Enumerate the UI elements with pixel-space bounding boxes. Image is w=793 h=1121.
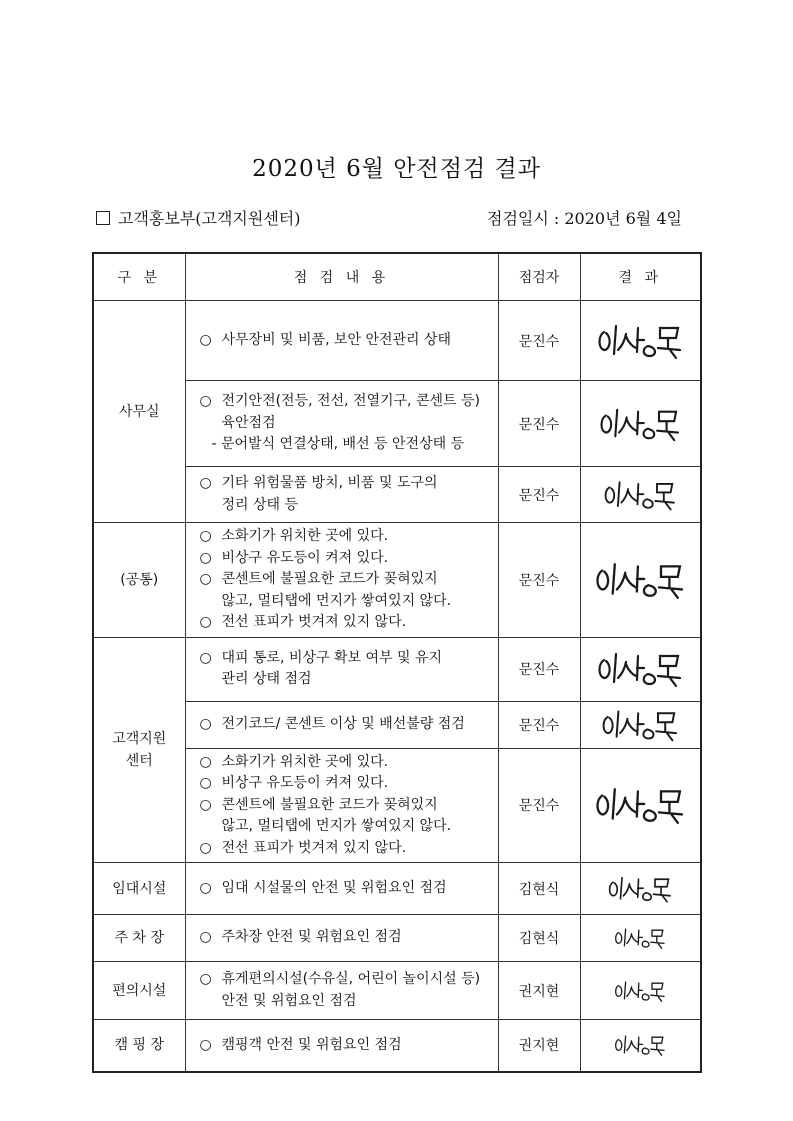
inspection-item-text: 정리 상태 등 <box>221 496 299 513</box>
department-name: 고객홍보부(고객지원센터) <box>118 209 301 228</box>
header-inspector: 점검자 <box>498 253 580 301</box>
inspection-content-cell <box>185 301 498 381</box>
inspector-cell: 권지현 <box>498 962 580 1020</box>
inspector-cell: 권지현 <box>498 1020 580 1072</box>
inspection-item <box>200 391 490 413</box>
category-label: 임대시설 <box>112 880 167 897</box>
bullet-circle-icon: ○ <box>199 715 212 732</box>
signature-cell <box>580 962 701 1020</box>
inspection-item-text: 캠핑객 안전 및 위험요인 점검 <box>221 1036 402 1053</box>
signature-mark <box>590 401 690 447</box>
inspection-item <box>200 927 490 949</box>
inspection-item-text: 안전 및 위험요인 점검 <box>221 992 357 1009</box>
inspection-content-cell <box>185 915 498 962</box>
table-body <box>93 301 701 1072</box>
bullet-circle-icon: ○ <box>199 393 212 410</box>
bullet-circle-icon: ○ <box>199 839 212 856</box>
inspection-item-text: 육안점검 <box>221 414 276 431</box>
category-cell <box>93 962 185 1020</box>
signature-cell <box>580 523 701 638</box>
table-row <box>93 863 701 915</box>
header-result: 결 과 <box>580 253 701 301</box>
inspection-item <box>200 526 490 548</box>
category-cell <box>93 523 185 638</box>
signature-mark <box>590 318 690 364</box>
inspection-item-text: 전선 표피가 벗겨져 있지 않다. <box>221 839 407 856</box>
inspection-item-text: 관리 상태 점검 <box>221 671 312 687</box>
inspection-item-text: 비상구 유도등이 켜져 있다. <box>221 775 389 791</box>
bullet-circle-icon: ○ <box>199 571 212 587</box>
inspection-item <box>200 434 490 456</box>
inspection-item-text: 문어발식 연결상태, 배선 등 안전상태 등 <box>221 436 465 453</box>
inspection-item-text: 콘센트에 불필요한 코드가 꽂혀있지 <box>221 571 438 587</box>
inspection-item <box>200 548 490 570</box>
signature-mark <box>590 702 690 748</box>
category-cell <box>93 301 185 523</box>
inspection-item-text: 않고, 멀티탭에 먼지가 쌓여있지 않다. <box>221 818 452 834</box>
inspection-item-text: 기타 위험물품 방치, 비품 및 도구의 <box>221 475 438 491</box>
inspection-content-cell <box>185 863 498 915</box>
inspector-cell: 문진수 <box>498 748 580 863</box>
bullet-circle-icon: ○ <box>199 1036 212 1053</box>
signature-cell <box>580 748 701 863</box>
inspection-content-cell <box>185 748 498 863</box>
inspector-cell: 김현식 <box>498 915 580 962</box>
table-row <box>93 1020 701 1072</box>
category-label: 주 차 장 <box>114 930 164 946</box>
inspection-item <box>200 591 490 613</box>
bullet-circle-icon: ○ <box>199 614 212 630</box>
bullet-circle-icon: ○ <box>199 331 212 348</box>
category-cell <box>93 637 185 863</box>
inspection-item <box>200 612 490 634</box>
inspection-item-text: 전기코드/ 콘센트 이상 및 배선불량 점검 <box>221 715 465 732</box>
table-row <box>93 701 701 748</box>
inspection-content-cell <box>185 701 498 748</box>
table-row <box>93 467 701 523</box>
inspection-item <box>200 669 490 691</box>
bullet-circle-icon: ○ <box>199 775 212 791</box>
document-title: 2020년 6월 안전점검 결과 <box>252 156 541 182</box>
inspection-item <box>200 714 490 736</box>
inspector-cell: 문진수 <box>498 467 580 523</box>
signature-mark <box>590 472 690 518</box>
category-cell <box>93 915 185 962</box>
table-row <box>93 381 701 467</box>
inspection-item <box>200 816 490 838</box>
department-line <box>96 206 301 229</box>
bullet-circle-icon: ○ <box>199 879 212 896</box>
bullet-dash-icon: - <box>211 436 222 453</box>
signature-cell <box>580 915 701 962</box>
inspection-item <box>200 969 490 991</box>
header-content: 점 검 내 용 <box>185 253 498 301</box>
inspection-date: 점검일시 : 2020년 6월 4일 <box>486 209 682 228</box>
signature-cell <box>580 637 701 701</box>
inspection-item <box>200 413 490 435</box>
inspection-item-text: 전선 표피가 벗겨져 있지 않다. <box>221 614 407 630</box>
bullet-circle-icon: ○ <box>199 753 212 770</box>
inspection-item <box>200 838 490 860</box>
checkbox-icon[interactable] <box>96 211 110 225</box>
inspection-item <box>200 773 490 795</box>
category-cell <box>93 863 185 915</box>
category-label: 캠 핑 장 <box>114 1037 164 1054</box>
inspector-cell: 김현식 <box>498 863 580 915</box>
inspection-item <box>200 878 490 900</box>
category-label: 고객지원 <box>112 730 167 747</box>
inspection-item <box>200 569 490 591</box>
bullet-circle-icon: ○ <box>199 475 212 491</box>
signature-mark <box>590 646 690 692</box>
inspection-item <box>200 752 490 774</box>
inspection-item-text: 않고, 멀티탭에 먼지가 쌓여있지 않다. <box>221 592 452 609</box>
inspection-item-text: 소화기가 위치한 곳에 있다. <box>221 753 389 770</box>
table-row <box>93 523 701 638</box>
table-header-row <box>93 253 701 301</box>
bullet-circle-icon: ○ <box>199 649 212 666</box>
inspector-cell: 문진수 <box>498 523 580 638</box>
category-cell <box>93 1020 185 1072</box>
bullet-circle-icon: ○ <box>199 549 212 566</box>
inspection-content-cell <box>185 523 498 638</box>
inspection-item-text: 주차장 안전 및 위험요인 점검 <box>221 929 402 946</box>
inspection-item-text: 사무장비 및 비품, 보안 안전관리 상태 <box>221 331 452 348</box>
inspection-item <box>200 473 490 495</box>
signature-mark <box>590 915 690 961</box>
inspection-content-cell <box>185 467 498 523</box>
signature-mark <box>590 782 690 828</box>
category-label: 사무실 <box>118 403 160 420</box>
inspection-content-cell <box>185 1020 498 1072</box>
signature-mark <box>590 557 690 603</box>
inspection-table <box>92 252 702 1073</box>
category-label: 편의시설 <box>112 982 167 999</box>
inspection-content-cell <box>185 962 498 1020</box>
signature-cell <box>580 701 701 748</box>
bullet-circle-icon: ○ <box>199 929 212 946</box>
inspection-item <box>200 495 490 517</box>
inspection-item <box>200 1035 490 1057</box>
bullet-circle-icon: ○ <box>199 796 212 813</box>
bullet-circle-icon: ○ <box>199 971 212 987</box>
inspection-item-text: 전기안전(전등, 전선, 전열기구, 콘센트 등) <box>221 393 480 410</box>
inspector-cell: 문진수 <box>498 301 580 381</box>
inspection-item-text: 휴게편의시설(수유실, 어린이 놀이시설 등) <box>221 971 481 987</box>
table-row <box>93 962 701 1020</box>
header-category: 구 분 <box>93 253 185 301</box>
table-row <box>93 748 701 863</box>
table-row <box>93 915 701 962</box>
bullet-circle-icon: ○ <box>199 528 212 544</box>
table-row <box>93 637 701 701</box>
inspection-item <box>200 795 490 817</box>
inspection-content-cell <box>185 637 498 701</box>
signature-cell <box>580 381 701 467</box>
category-label: (공통) <box>120 571 159 588</box>
signature-mark <box>590 1022 690 1068</box>
table-row <box>93 301 701 381</box>
signature-mark <box>590 866 690 912</box>
signature-cell <box>580 863 701 915</box>
inspection-item <box>200 330 490 352</box>
inspection-item-text: 대피 통로, 비상구 확보 여부 및 유지 <box>221 649 442 666</box>
inspection-content-cell <box>185 381 498 467</box>
inspector-cell: 문진수 <box>498 637 580 701</box>
inspection-item-text: 임대 시설물의 안전 및 위험요인 점검 <box>221 879 447 896</box>
inspection-item-text: 소화기가 위치한 곳에 있다. <box>221 528 389 544</box>
inspector-cell: 문진수 <box>498 701 580 748</box>
signature-cell <box>580 301 701 381</box>
signature-mark <box>590 968 690 1014</box>
inspection-item-text: 비상구 유도등이 켜져 있다. <box>221 549 389 566</box>
category-label: 센터 <box>125 752 153 769</box>
signature-cell <box>580 1020 701 1072</box>
signature-cell <box>580 467 701 523</box>
inspection-item <box>200 648 490 670</box>
inspection-item <box>200 991 490 1013</box>
inspector-cell: 문진수 <box>498 381 580 467</box>
inspection-item-text: 콘센트에 불필요한 코드가 꽂혀있지 <box>221 796 438 813</box>
